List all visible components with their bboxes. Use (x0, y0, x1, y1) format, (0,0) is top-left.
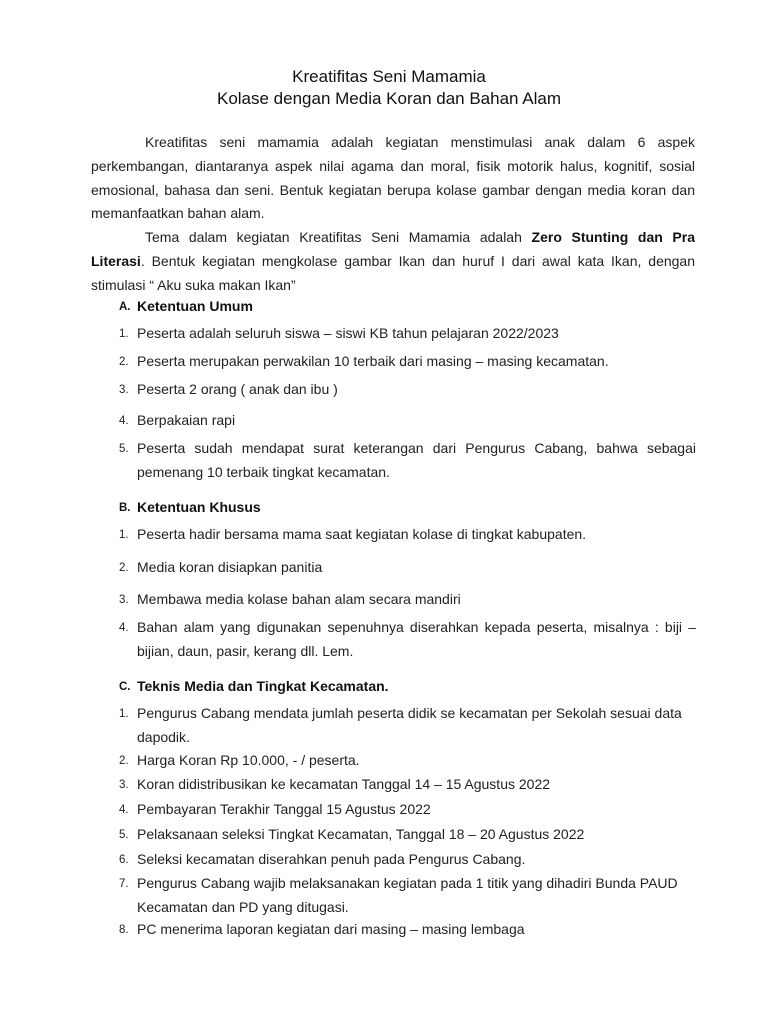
list-item-text: PC menerima laporan kegiatan dari masing – masing lembaga (137, 921, 525, 937)
list-item-number: 1. (119, 529, 129, 541)
list-item (119, 408, 696, 432)
list-item-number: 1. (119, 328, 129, 340)
list-item (119, 377, 696, 401)
document-title: Kreatifitas Seni Mamamia (292, 67, 486, 86)
list-item-text: Peserta hadir bersama mama saat kegiatan kolase di tingkat kabupaten. (137, 526, 587, 542)
list-item-text: Peserta 2 orang ( anak dan ibu ) (137, 381, 338, 397)
list-item (119, 587, 696, 611)
list-item (119, 349, 696, 373)
list-item-number: 2. (119, 562, 129, 574)
list-item (119, 436, 696, 484)
list-item-text: Pembayaran Terakhir Tanggal 15 Agustus 2022 (137, 801, 431, 817)
list-item-text: Berpakaian rapi (137, 412, 236, 428)
list-item-text: Harga Koran Rp 10.000, - / peserta. (137, 752, 360, 768)
list-item-number: 8. (119, 924, 129, 936)
intro-paragraph (91, 131, 695, 226)
list-item-number: 2. (119, 755, 129, 767)
section-c-title: Teknis Media dan Tingkat Kecamatan. (137, 678, 389, 694)
list-item-number: 4. (119, 415, 129, 427)
list-item-text: Koran didistribusikan ke kecamatan Tanggal 14 – 15 Agustus 2022 (137, 776, 551, 792)
theme-paragraph (91, 226, 695, 297)
list-item-number: 3. (119, 384, 129, 396)
list-item (119, 555, 696, 579)
list-item-text: Membawa media kolase bahan alam secara mandiri (137, 591, 461, 607)
list-item-number: 7. (119, 878, 129, 890)
list-item-text: Peserta merupakan perwakilan 10 terbaik dari masing – masing kecamatan. (137, 353, 609, 369)
section-b-marker: B. (119, 502, 131, 514)
list-item-number: 5. (119, 829, 129, 841)
list-item-text: Pelaksanaan seleksi Tingkat Kecamatan, Tanggal 18 – 20 Agustus 2022 (137, 826, 585, 842)
list-item-number: 5. (119, 443, 129, 455)
list-item-number: 3. (119, 779, 129, 791)
list-item-number: 4. (119, 622, 129, 634)
list-item-number: 1. (119, 708, 129, 720)
list-item-number: 2. (119, 356, 129, 368)
list-item (119, 615, 696, 663)
list-item (119, 772, 696, 796)
list-item-text: Seleksi kecamatan diserahkan penuh pada Pengurus Cabang. (137, 851, 526, 867)
list-item-text: Peserta adalah seluruh siswa – siswi KB tahun pelajaran 2022/2023 (137, 325, 559, 341)
theme-paragraph-rest: . Bentuk kegiatan mengkolase gambar Ikan dan huruf I dari awal kata Ikan, dengan stimulasi “ Aku suka makan Ikan” (91, 252, 695, 293)
theme-name: Zero Stunting dan Pra Literasi (91, 229, 695, 269)
list-item-text: Pengurus Cabang wajib melaksanakan kegiatan pada 1 titik yang dihadiri Bunda PAUD Kecamatan dan PD yang ditugasi. (137, 875, 678, 915)
list-item-text: Peserta sudah mendapat surat keterangan dari Pengurus Cabang, bahwa sebagai pemenang 10 terbaik tingkat kecamatan. (137, 440, 696, 480)
theme-paragraph-lead: Tema dalam kegiatan Kreatifitas Seni Mamamia adalah (145, 229, 532, 245)
section-c-marker: C. (119, 681, 131, 693)
list-item (119, 822, 696, 846)
section-b-title: Ketentuan Khusus (137, 499, 261, 515)
list-item-number: 3. (119, 594, 129, 606)
list-item (119, 917, 696, 941)
list-item (119, 321, 696, 345)
list-item-text: Bahan alam yang digunakan sepenuhnya diserahkan kepada peserta, misalnya : biji – bijian, daun, pasir, kerang dll. Lem. (137, 619, 696, 659)
list-item (119, 871, 696, 919)
list-item-text: Media koran disiapkan panitia (137, 559, 323, 575)
list-item (119, 701, 696, 749)
list-item (119, 847, 696, 871)
section-a-marker: A. (119, 301, 131, 313)
list-item-text: Pengurus Cabang mendata jumlah peserta didik se kecamatan per Sekolah sesuai data dapodik. (137, 705, 682, 745)
list-item-number: 4. (119, 804, 129, 816)
list-item (119, 522, 696, 546)
list-item (119, 797, 696, 821)
list-item (119, 748, 696, 772)
section-a-title: Ketentuan Umum (137, 298, 253, 314)
list-item-number: 6. (119, 854, 129, 866)
document-title-block (0, 66, 768, 110)
document-subtitle: Kolase dengan Media Koran dan Bahan Alam (216, 89, 562, 108)
intro-paragraph-text: Kreatifitas seni mamamia adalah kegiatan menstimulasi anak dalam 6 aspek perkembangan, diantaranya aspek nilai agama dan moral, fisik motorik halus, kognitif, sosial emosional, bahasa dan seni. Bentuk kegiatan berupa kolase gambar dengan media koran dan memanfaatkan bahan alam. (91, 134, 695, 222)
